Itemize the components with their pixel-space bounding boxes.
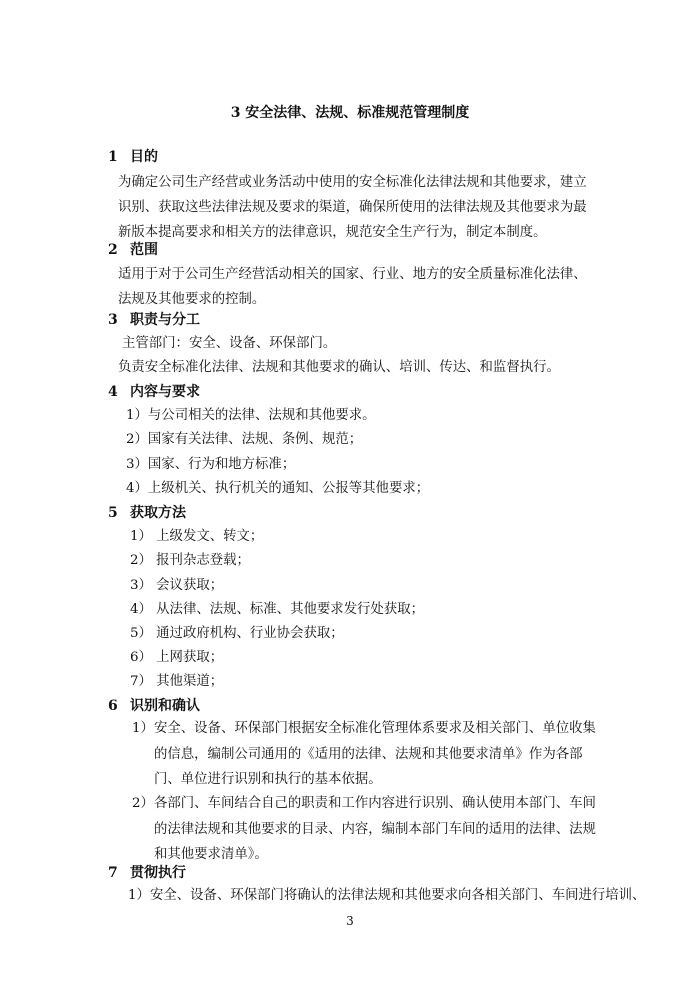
list-item: [132, 716, 602, 793]
list-item: 7） 其他渠道；: [130, 674, 224, 689]
list-item: 6） 上网获取；: [130, 650, 224, 665]
section-paragraph-1: 为确定公司生产经营或业务活动中使用的安全标准化法律法规和其他要求，建立识别、获取这些法律法规及要求的渠道，确保所使用的法律法规及其他要求为最新版本提高要求和相关方的法律意识，规范安全生产行为，制定本制度。: [118, 175, 587, 240]
list-item: 3） 会议获取；: [130, 578, 224, 593]
section-number: 5: [108, 505, 118, 521]
section-title: 内容与要求: [130, 384, 200, 400]
list-item: 2）国家有关法律、法规、条例、规范；: [126, 432, 363, 447]
section-heading-7: [108, 863, 186, 883]
section-number: 7: [108, 865, 118, 881]
list-item: 4）上级机关、执行机关的通知、公报等其他要求；: [126, 481, 430, 496]
section-number: 6: [108, 698, 118, 714]
list-item-number: 2）: [132, 796, 154, 811]
section-heading-3: [108, 310, 200, 330]
section-heading-1: [108, 147, 158, 167]
section-heading-2: [108, 240, 158, 260]
section-heading-6: [108, 696, 200, 716]
section-number: 4: [108, 384, 118, 400]
list-item-number: 1）: [132, 721, 154, 736]
section-line: 主管部门：安全、设备、环保部门。: [122, 336, 337, 351]
section-number: 2: [108, 242, 118, 258]
section-line: 负责安全标准化法律、法规和其他要求的确认、培训、传达、和监督执行。: [118, 360, 560, 375]
section-paragraph-2: 适用于对于公司生产经营活动相关的国家、行业、地方的安全质量标准化法律、法规及其他要求的控制。: [118, 267, 587, 307]
list-item-text: 安全、设备、环保部门根据安全标准化管理体系要求及相关部门、单位收集的信息，编制公司通用的《适用的法律、法规和其他要求清单》作为各部门、单位进行识别和执行的基本依据。: [154, 721, 596, 788]
section-number: 3: [108, 312, 118, 328]
section-number: 1: [108, 149, 118, 165]
page-title: 3 安全法律、法规、标准规范管理制度: [230, 105, 470, 121]
list-item: 1）与公司相关的法律、法规和其他要求。: [126, 408, 376, 423]
section-heading-5: [108, 503, 186, 523]
section-title: 识别和确认: [130, 698, 200, 714]
section-title: 贯彻执行: [130, 865, 186, 881]
list-item: 4） 从法律、法规、标准、其他要求发行处获取；: [130, 602, 424, 617]
section-title: 获取方法: [130, 505, 186, 521]
list-item-text: 安全、设备、环保部门将确认的法律法规和其他要求向各相关部门、车间进行培训、: [150, 888, 646, 903]
list-item: 5） 通过政府机构、行业协会获取；: [130, 626, 344, 641]
list-item-text: 各部门、车间结合自己的职责和工作内容进行识别、确认使用本部门、车间的法律法规和其他要求的目录、内容，编制本部门车间的适用的法律、法规和其他要求清单》。: [154, 796, 596, 863]
page-number: 3: [346, 914, 354, 928]
list-item-number: 1）: [128, 888, 150, 903]
list-item: 3）国家、行为和地方标准；: [126, 457, 296, 472]
list-item: 2） 报刊杂志登载；: [130, 553, 250, 568]
section-heading-4: [108, 382, 200, 402]
section-title: 范围: [130, 242, 158, 258]
list-item: [132, 791, 602, 868]
section-title: 职责与分工: [130, 312, 200, 328]
list-item: 1） 上级发文、转文；: [130, 529, 264, 544]
section-title: 目的: [130, 149, 158, 165]
list-item: [128, 883, 646, 909]
